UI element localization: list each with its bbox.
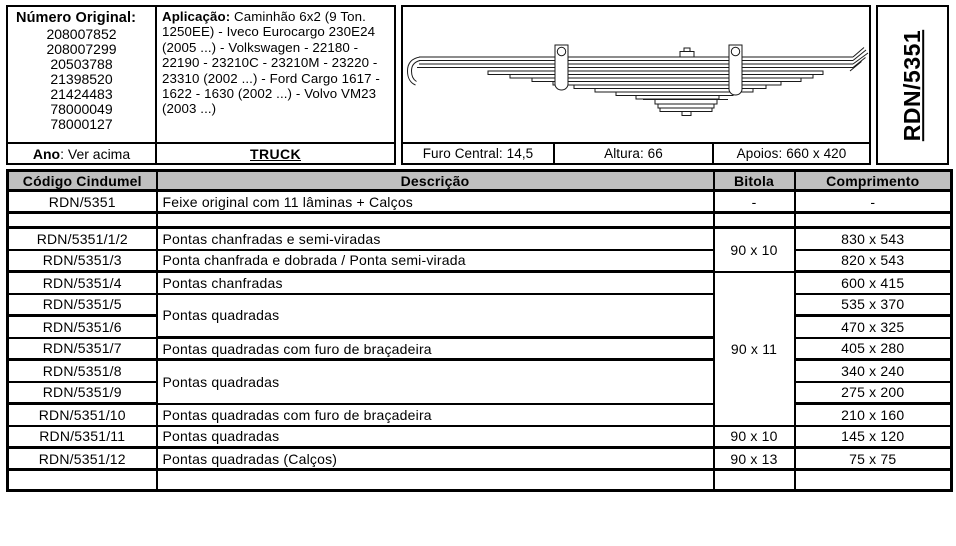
descricao-cell: Pontas quadradas <box>157 360 714 404</box>
codigo-cell <box>8 213 157 228</box>
table-row <box>8 294 952 316</box>
original-number: 208007852 <box>46 26 117 42</box>
ano-cell <box>8 142 157 163</box>
original-number: 208007299 <box>46 41 117 57</box>
codigo-cell: RDN/5351 <box>8 191 157 213</box>
measurements-row <box>403 142 869 163</box>
codigo-cell: RDN/5351/11 <box>8 426 157 448</box>
leaf-stack <box>408 48 869 100</box>
numero-original-values <box>10 27 153 132</box>
center-bolt <box>680 48 694 57</box>
bitola-cell <box>714 213 795 228</box>
descricao-cell: Ponta chanfrada e dobrada / Ponta semi-virada <box>157 250 714 272</box>
table-row <box>8 272 952 294</box>
table-row <box>8 404 952 426</box>
bitola-cell: 90 x 10 <box>714 426 795 448</box>
bitola-cell: - <box>714 191 795 213</box>
descricao-cell <box>157 213 714 228</box>
table-row <box>8 448 952 470</box>
comprimento-cell: 820 x 543 <box>795 250 952 272</box>
original-number: 78000049 <box>50 101 113 117</box>
codigo-cell: RDN/5351/6 <box>8 316 157 338</box>
codigo-cell: RDN/5351/5 <box>8 294 157 316</box>
table-row <box>8 250 952 272</box>
col-header-comprimento: Comprimento <box>795 171 952 191</box>
leaf-spring-drawing <box>403 7 869 142</box>
comprimento-cell <box>795 470 952 491</box>
comprimento-cell: 405 x 280 <box>795 338 952 360</box>
comprimento-cell: 830 x 543 <box>795 228 952 250</box>
header-section <box>6 5 949 165</box>
col-header-codigo: Código Cindumel <box>8 171 157 191</box>
ano-value: : Ver acima <box>60 145 131 162</box>
original-number: 20503788 <box>50 56 113 72</box>
codigo-cell <box>8 470 157 491</box>
identification-box <box>6 5 396 165</box>
descricao-cell: Pontas quadradas (Calços) <box>157 448 714 470</box>
descricao-cell: Pontas chanfradas e semi-viradas <box>157 228 714 250</box>
comprimento-cell: 535 x 370 <box>795 294 952 316</box>
altura-cell: Altura: 66 <box>555 144 714 163</box>
part-code-vertical-label: RDN/5351 <box>899 29 926 141</box>
codigo-cell: RDN/5351/9 <box>8 382 157 404</box>
aplicacao-cell <box>157 7 394 142</box>
table-row-spacer <box>8 213 952 228</box>
descricao-cell: Pontas quadradas com furo de braçadeira <box>157 338 714 360</box>
table-row <box>8 191 952 213</box>
codigo-cell: RDN/5351/10 <box>8 404 157 426</box>
descricao-cell: Pontas quadradas com furo de braçadeira <box>157 404 714 426</box>
table-row <box>8 426 952 448</box>
furo-central-cell: Furo Central: 14,5 <box>403 144 555 163</box>
codigo-cell: RDN/5351/4 <box>8 272 157 294</box>
comprimento-cell: 340 x 240 <box>795 360 952 382</box>
descricao-cell: Feixe original com 11 lâminas + Calços <box>157 191 714 213</box>
part-code-box <box>876 5 949 165</box>
comprimento-cell: - <box>795 191 952 213</box>
bitola-cell <box>714 470 795 491</box>
ano-label: Ano <box>32 145 61 162</box>
aplicacao-label: Aplicação: <box>162 9 231 24</box>
helper-leaf-stack <box>643 100 728 116</box>
table-header-row <box>8 171 952 191</box>
bitola-cell: 90 x 13 <box>714 448 795 470</box>
codigo-cell: RDN/5351/12 <box>8 448 157 470</box>
comprimento-cell: 145 x 120 <box>795 426 952 448</box>
original-number: 21398520 <box>50 71 113 87</box>
parts-table <box>6 169 953 492</box>
comprimento-cell <box>795 213 952 228</box>
comprimento-cell: 75 x 75 <box>795 448 952 470</box>
category-label: TRUCK <box>250 145 301 162</box>
comprimento-cell: 600 x 415 <box>795 272 952 294</box>
col-header-bitola: Bitola <box>714 171 795 191</box>
category-cell <box>157 142 394 163</box>
table-row <box>8 338 952 360</box>
clamp-left <box>555 45 568 90</box>
comprimento-cell: 470 x 325 <box>795 316 952 338</box>
drawing-box <box>401 5 871 165</box>
apoios-cell: Apoios: 660 x 420 <box>736 146 847 161</box>
table-row <box>8 360 952 382</box>
aplicacao-text: Caminhão 6x2 (9 Ton. 1250EE) - Iveco Eurocargo 230E24 (2005 ...) - Volkswagen - 22180 - 22190 - 23210C - 23210M - 23220 - 23310 (2002 ...) - Ford Cargo 1617 - 1622 - 1630 (2002 ...) - Volvo VM23 (2003 ...) <box>162 9 380 117</box>
original-number: 78000127 <box>50 116 113 132</box>
original-number: 21424483 <box>50 86 113 102</box>
numero-original-cell <box>8 7 157 142</box>
codigo-cell: RDN/5351/1/2 <box>8 228 157 250</box>
codigo-cell: RDN/5351/3 <box>8 250 157 272</box>
descricao-cell: Pontas quadradas <box>157 426 714 448</box>
descricao-cell <box>157 470 714 491</box>
comprimento-cell: 275 x 200 <box>795 382 952 404</box>
col-header-descricao: Descrição <box>157 171 714 191</box>
table-row <box>8 228 952 250</box>
clamp-right <box>729 45 742 95</box>
table-row-spacer <box>8 470 952 491</box>
descricao-cell: Pontas chanfradas <box>157 272 714 294</box>
codigo-cell: RDN/5351/8 <box>8 360 157 382</box>
bitola-cell: 90 x 10 <box>714 228 795 272</box>
codigo-cell: RDN/5351/7 <box>8 338 157 360</box>
comprimento-cell: 210 x 160 <box>795 404 952 426</box>
bitola-cell: 90 x 11 <box>714 272 795 426</box>
descricao-cell: Pontas quadradas <box>157 294 714 338</box>
numero-original-label: Número Original: <box>16 10 137 26</box>
